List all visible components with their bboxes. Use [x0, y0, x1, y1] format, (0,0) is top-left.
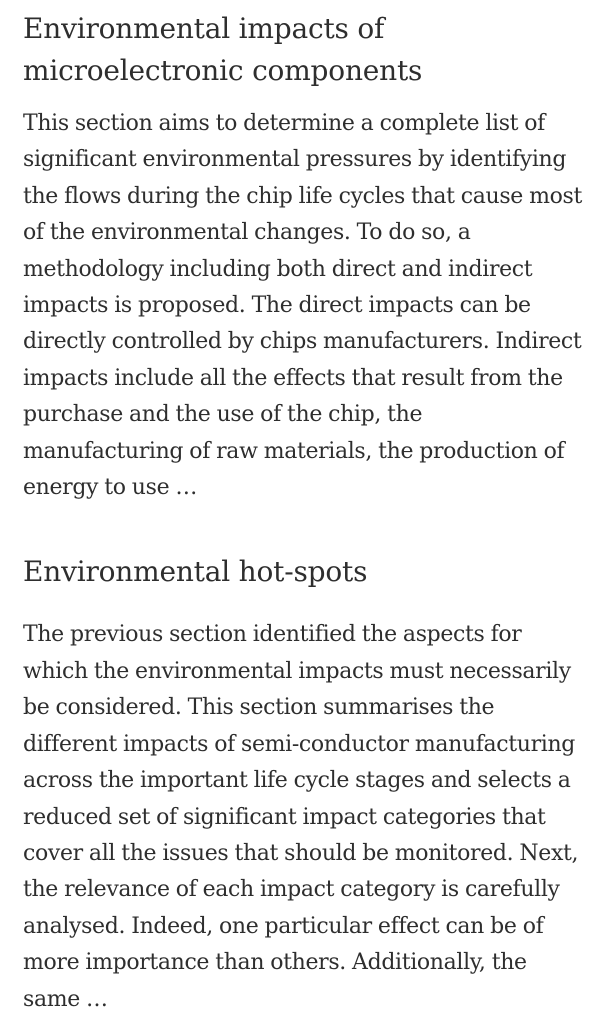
section-abstract: This section aims to determine a complete list of significant environmental pressures by identifying the flows during the chip life cycles that cause most of the environmental changes. To do so, a methodology including both direct and indirect impacts is proposed. The direct impacts can be directly controlled by chips manufacturers. Indirect impacts include all the effects that result from the purchase and the use of the chip, the manufacturing of raw materials, the production of energy to use …: [23, 111, 582, 501]
section-abstract: The previous section identified the aspects for which the environmental impacts must necessarily be considered. This section summarises the different impacts of semi-conductor manufacturing across the important life cycle stages and selects a reduced set of significant impact categories that cover all the issues that should be monitored. Next, the relevance of each impact category is carefully analysed. Indeed, one particular effect can be of more importance than others. Additionally, the same …: [23, 622, 579, 1012]
section-heading[interactable]: Environmental hot-spots: [23, 555, 368, 589]
section-environmental-hot-spots: [23, 551, 583, 1017]
section-heading[interactable]: Environmental impacts of microelectronic components: [23, 12, 423, 87]
section-environmental-impacts: [23, 8, 583, 506]
